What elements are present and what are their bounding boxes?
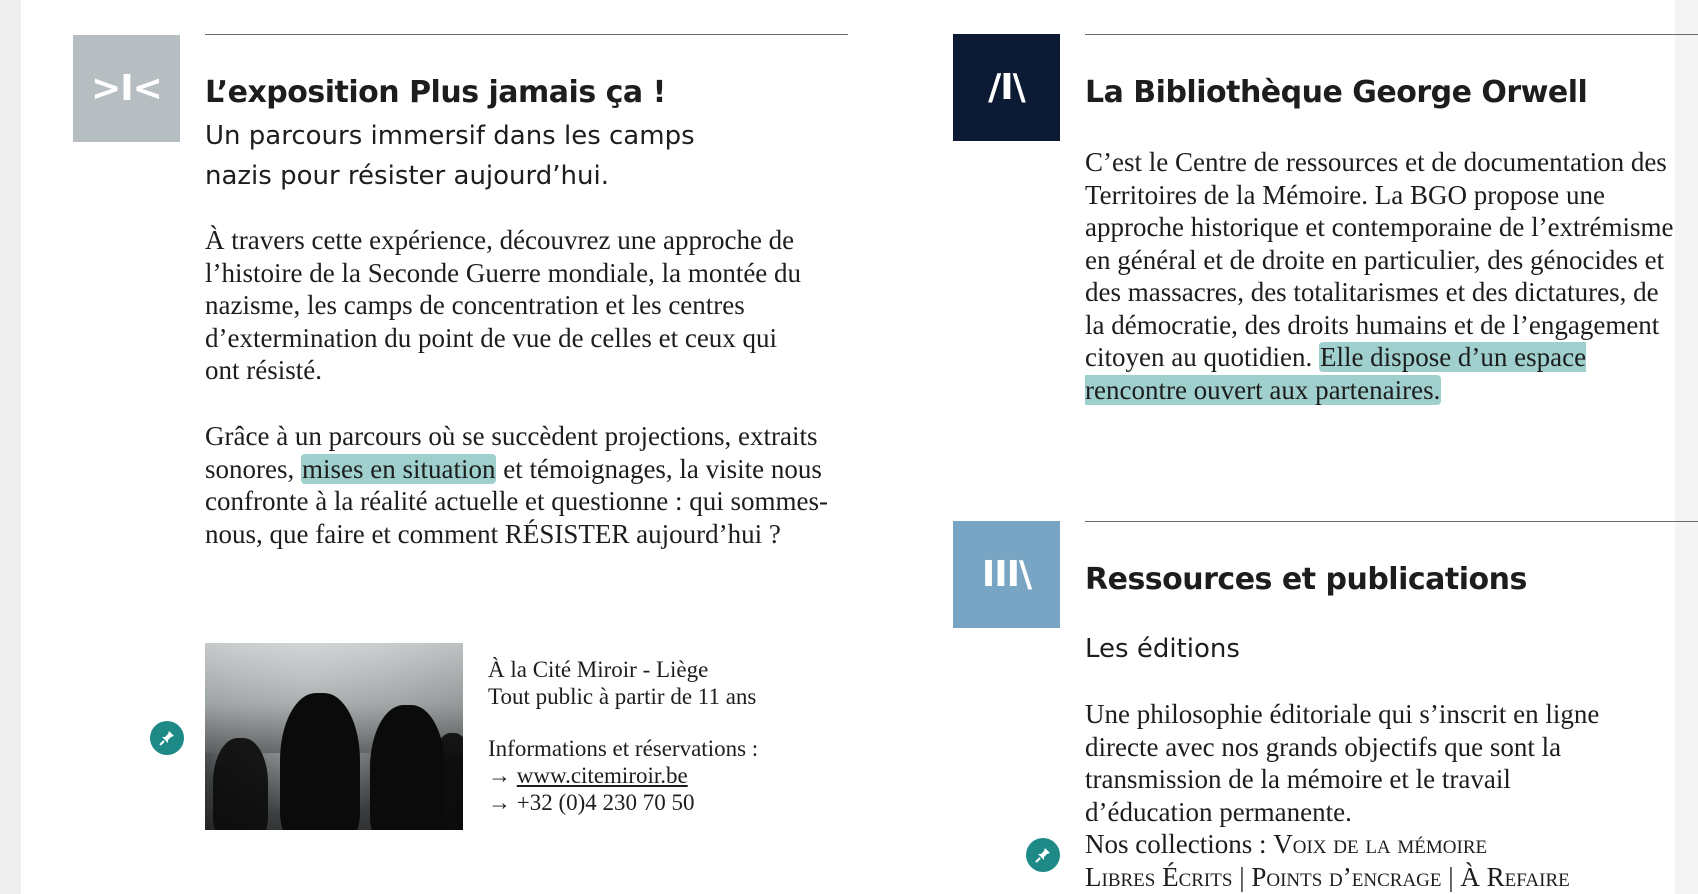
collections-label: Nos collections : xyxy=(1085,829,1274,859)
pin-glyph xyxy=(158,729,176,747)
exhibition-paragraph-2 xyxy=(205,420,830,550)
section-divider xyxy=(205,34,848,35)
arrow-right-icon: → xyxy=(488,763,511,788)
resources-logo-icon xyxy=(953,521,1060,628)
phone-number[interactable]: +32 (0)4 230 70 50 xyxy=(516,790,695,815)
collection-points-encrage: Points d’encrage xyxy=(1251,861,1442,892)
website-link[interactable]: www.citemiroir.be xyxy=(516,763,688,788)
arrow-right-icon: → xyxy=(488,790,511,815)
exhibition-subtitle-line2: nazis pour résister aujourd’hui. xyxy=(205,161,609,191)
resources-paragraph-text: Une philosophie éditoriale qui s’inscrit en ligne directe avec nos grands objectifs que sont la transmission de la mémoire et le travail d’éducation permanente. xyxy=(1085,699,1600,827)
resources-logo-glyph: III\ xyxy=(981,554,1032,595)
exhibition-paragraph-2-start: Grâce à un parcours où se succèdent projections, extraits sonores, xyxy=(205,421,818,484)
pin-icon[interactable] xyxy=(1026,838,1060,872)
collection-a-refaire: À Refaire xyxy=(1460,861,1570,892)
website-line xyxy=(488,762,688,789)
highlighted-text: Elle dispose d’un espace rencontre ouvert aux partenaires. xyxy=(1085,342,1587,405)
library-logo-glyph: /I\ xyxy=(988,67,1025,108)
photo-silhouette xyxy=(430,733,463,830)
library-paragraph-text: C’est le Centre de ressources et de documentation des Territoires de la Mémoire. La BGO propose une approche historique et contemporaine de l’extrémisme en général et de droite en particulier, des génocides et des massacres, des totalitarismes et des dictatures, de la démocratie, des droits humains et de l’engagement citoyen au quotidien. xyxy=(1085,147,1674,372)
exhibition-logo-glyph: >I< xyxy=(91,68,162,109)
exhibition-paragraph-2-end: et témoignages, la visite nous confronte à la réalité actuelle et questionne : qui sommes-nous, que faire et comment RÉSISTER aujourd’hui ? xyxy=(205,453,829,549)
exhibition-paragraph-1: À travers cette expérience, découvrez une approche de l’histoire de la Seconde Guerre mondiale, la montée du nazisme, les camps de concentration et les centres d’extermination du point de vue de celles et ceux qui ont résisté. xyxy=(205,225,802,385)
collection-voix: Voix de la mémoire xyxy=(1273,829,1488,859)
resources-subtitle: Les éditions xyxy=(1085,634,1240,664)
highlighted-text: mises en situation xyxy=(302,453,496,484)
exhibition-photo xyxy=(205,643,463,830)
library-title: La Bibliothèque George Orwell xyxy=(1085,75,1588,110)
phone-line xyxy=(488,789,695,816)
pin-icon[interactable] xyxy=(150,721,184,755)
library-logo-icon xyxy=(953,34,1060,141)
collection-separator: | xyxy=(1232,861,1252,892)
collection-separator: | xyxy=(1441,861,1461,892)
exhibition-audience: Tout public à partir de 11 ans xyxy=(488,684,757,709)
page-margin-right xyxy=(1675,0,1698,894)
exhibition-subtitle-line1: Un parcours immersif dans les camps xyxy=(205,121,695,151)
exhibition-info-label: Informations et réservations : xyxy=(488,736,759,761)
exhibition-location: À la Cité Miroir - Liège xyxy=(488,657,709,682)
section-divider xyxy=(1085,521,1698,522)
library-paragraph xyxy=(1085,146,1680,406)
exhibition-title: L’exposition Plus jamais ça ! xyxy=(205,75,666,110)
exhibition-logo-icon xyxy=(73,35,180,142)
resources-title: Ressources et publications xyxy=(1085,562,1527,597)
resources-paragraph xyxy=(1085,698,1625,893)
page-margin-left xyxy=(0,0,21,894)
collection-libres-ecrits: Libres Écrits xyxy=(1085,861,1233,892)
pin-glyph xyxy=(1034,846,1052,864)
photo-silhouette xyxy=(280,693,360,830)
photo-silhouette xyxy=(213,738,268,830)
section-divider xyxy=(1085,34,1698,35)
exhibition-subtitle xyxy=(205,116,845,196)
